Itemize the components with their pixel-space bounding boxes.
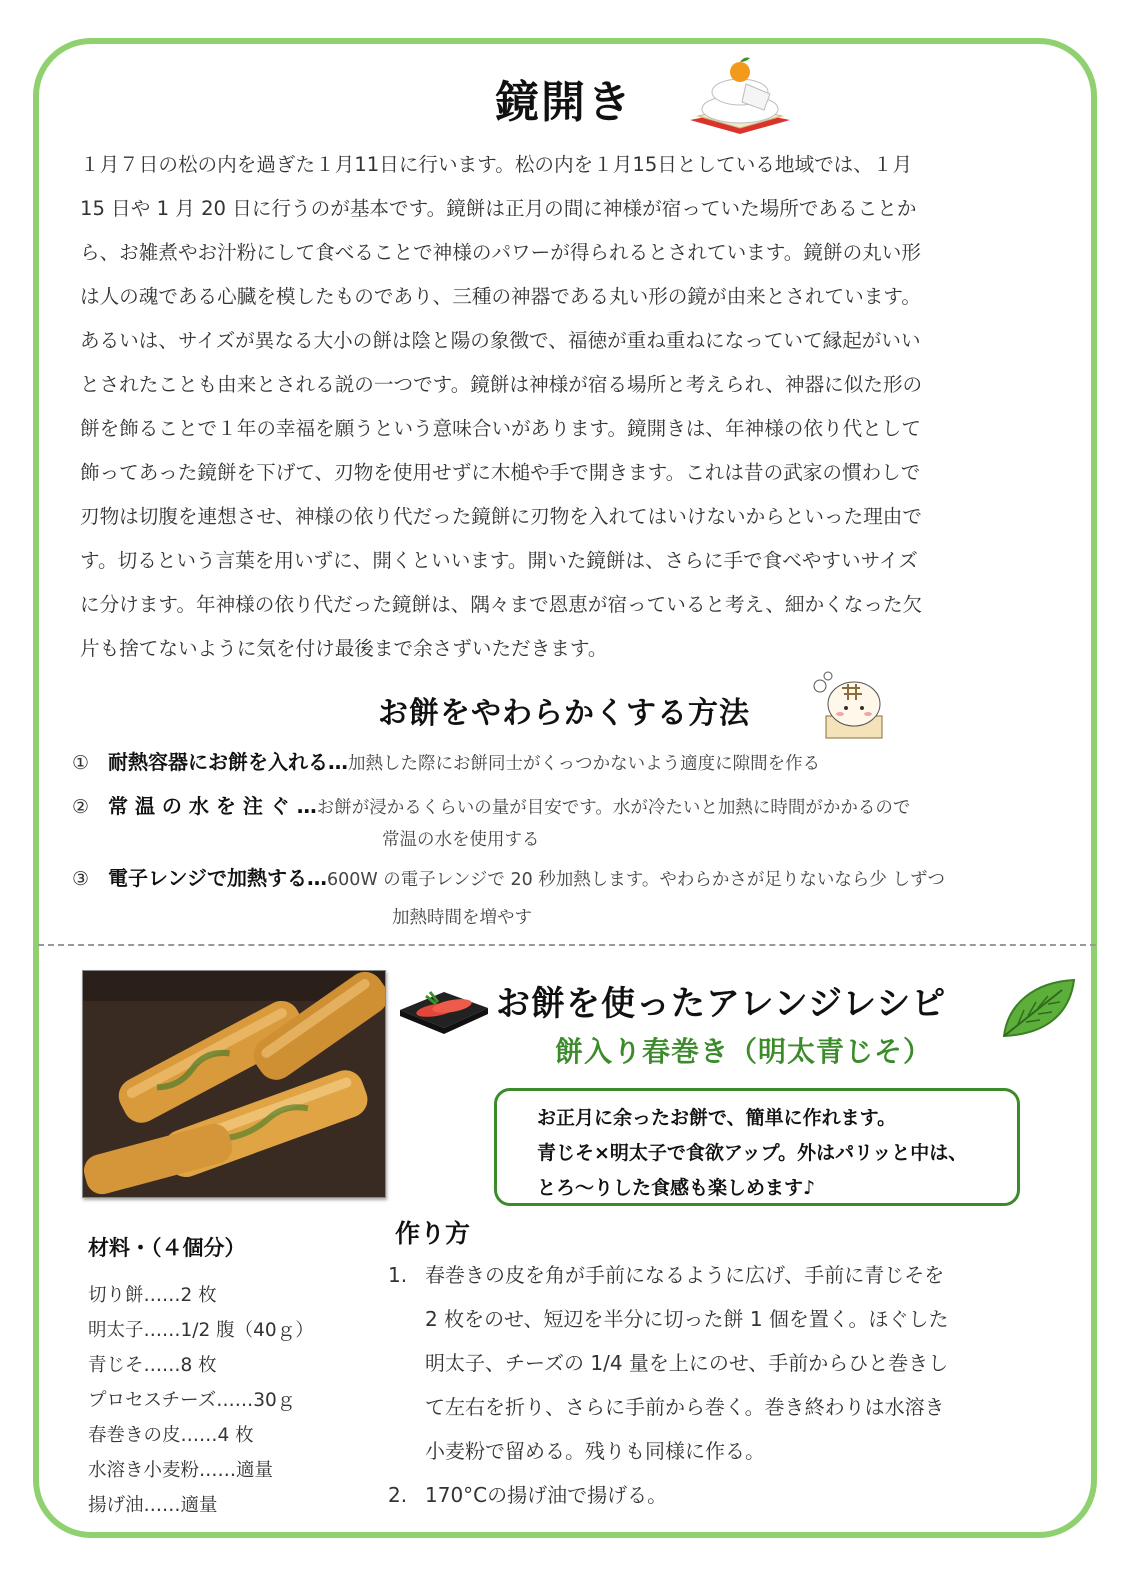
method-line: 春巻きの皮を角が手前になるように広げ、手前に青じそを [425,1263,945,1287]
method-line: 170°Cの揚げ油で揚げる。 [425,1483,668,1507]
mentaiko-icon [396,980,492,1036]
step-lead: 耐熱容器にお餅を入れる… [108,750,348,774]
ingredient-item: プロセスチーズ……30ｇ [88,1390,296,1411]
intro-line: 刃物は切腹を連想させ、神様の依り代だった鏡餅に刃物を入れてはいけないからといった理由で [80,505,922,528]
step-number: ② [72,796,90,818]
harumaki-photo [82,970,386,1198]
step-lead: 常 温 の 水 を 注 ぐ … [108,794,317,818]
method-step [388,1253,1038,1473]
method-line: て左右を折り、さらに手前から巻く。巻き終わりは水溶き [425,1395,945,1419]
ingredient-item: 切り餅……2 枚 [88,1285,217,1306]
intro-line: 15 日や 1 月 20 日に行うのが基本です。鏡餅は正月の間に神様が宿っていた場所であることか [80,197,917,220]
step-continuation: 常温の水を使用する [382,830,540,850]
intro-line: 飾ってあった鏡餅を下げて、刃物を使用せずに木槌や手で開きます。これは昔の武家の慣わしで [80,461,921,484]
method-title: 作り方 [395,1219,471,1248]
soften-step [72,862,945,891]
step-number: ③ [72,868,90,890]
kagami-mochi-icon [684,54,796,136]
step-continuation: 加熱時間を増やす [392,908,532,928]
method-step-number: 2. [388,1483,408,1507]
ingredients-title: 材料・（４個分） [88,1236,246,1260]
step-desc: 600W の電子レンジで 20 秒加熱します。やわらかさが足りないなら少 しずつ [327,870,945,890]
note-line: お正月に余ったお餅で、簡単に作れます。 [537,1107,897,1129]
ingredient-item: 春巻きの皮……4 枚 [88,1425,254,1446]
dish-name: 餅入り春巻き（明太青じそ） [555,1035,933,1068]
method-line: 2 枚をのせ、短辺を半分に切った餅 1 個を置く。ほぐした [425,1307,949,1331]
page-title: 鏡開き [495,77,633,128]
intro-line: は人の魂である心臓を模したものであり、三種の神器である丸い形の鏡が由来とされています。 [80,285,921,308]
note-line: とろ～りした食感も楽しめます♪ [537,1177,816,1199]
intro-line: ら、お雑煮やお汁粉にして食べることで神様のパワーが得られるとされています。鏡餅の丸い形 [80,241,921,264]
intro-line: す。切るという言葉を用いずに、開くといいます。開いた鏡餅は、さらに手で食べやすいサイズ [80,549,918,572]
step-desc: お餅が浸かるくらいの量が目安です。水が冷たいと加熱に時間がかかるので [316,798,911,818]
section-divider [38,944,1096,946]
soften-step [72,746,820,775]
method-line: 明太子、チーズの 1/4 量を上にのせ、手前からひと巻きし [425,1351,949,1375]
recipe-title: お餅を使ったアレンジレシピ [496,984,947,1024]
mochi-character-icon [810,670,890,742]
intro-line: あるいは、サイズが異なる大小の餅は陰と陽の象徴で、福徳が重ね重ねになっていて縁起がいい [80,329,921,352]
intro-line: 餅を飾ることで１年の幸福を願うという意味合いがあります。鏡開きは、年神様の依り代として [80,417,921,440]
method-step [388,1473,1038,1517]
soften-step [72,790,910,819]
note-line: 青じそ×明太子で食欲アップ。外はパリッと中は、 [537,1142,968,1164]
step-lead: 電子レンジで加熱する… [108,866,327,890]
intro-line: とされたことも由来とされる説の一つです。鏡餅は神様が宿る場所と考えられ、神器に似た形の [80,373,923,396]
ingredient-item: 青じそ……8 枚 [88,1355,217,1376]
soften-title: お餅をやわらかくする方法 [378,696,750,731]
ingredient-item: 水溶き小麦粉……適量 [88,1460,274,1481]
intro-line: に分けます。年神様の依り代だった鏡餅は、隅々まで恩恵が宿っていると考え、細かくなった欠 [80,593,923,616]
shiso-leaf-icon [998,976,1078,1042]
method-step-number: 1. [388,1263,408,1287]
intro-line: １月７日の松の内を過ぎた１月11日に行います。松の内を１月15日としている地域では、１月 [80,153,913,176]
ingredient-item: 揚げ油……適量 [88,1495,218,1516]
method-line: 小麦粉で留める。残りも同様に作る。 [425,1439,765,1463]
intro-line: 片も捨てないように気を付け最後まで余さずいただきます。 [80,637,608,660]
ingredient-item: 明太子……1/2 腹（40ｇ） [88,1320,314,1341]
step-number: ① [72,752,90,774]
method-list [388,1253,1038,1517]
ingredients-list [88,1278,314,1523]
recipe-note-box [494,1088,1020,1206]
step-desc: 加熱した際にお餅同士がくっつかないよう適度に隙間を作る [348,754,821,774]
intro-paragraph [80,143,1065,671]
